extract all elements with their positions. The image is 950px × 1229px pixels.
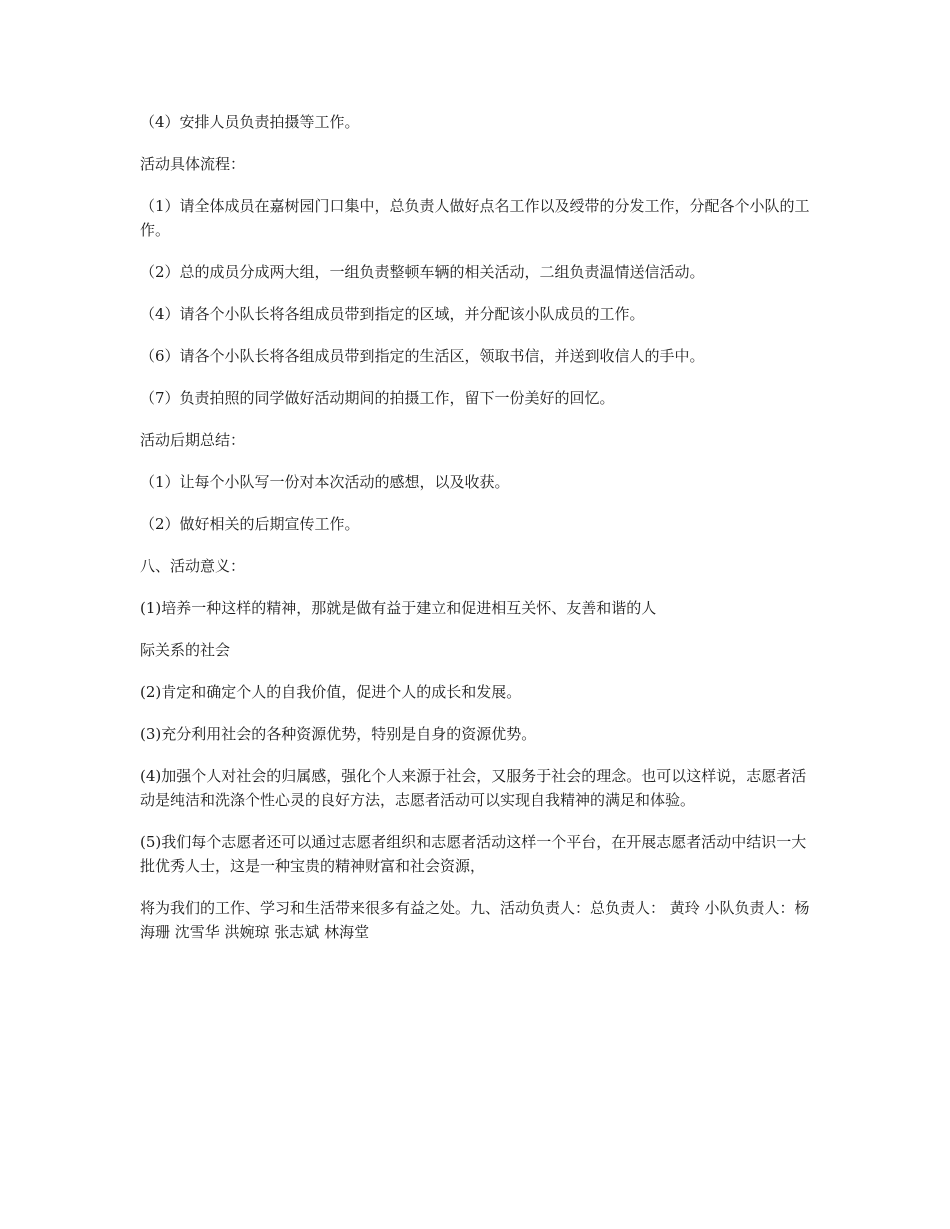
paragraph: （2）总的成员分成两大组，一组负责整顿车辆的相关活动，二组负责温情送信活动。 xyxy=(140,263,705,281)
paragraph: （4）请各个小队长将各组成员带到指定的区域，并分配该小队成员的工作。 xyxy=(140,305,645,323)
paragraph: 将为我们的工作、学习和生活带来很多有益之处。九、活动负责人：总负责人： 黄玲 小队负责人：杨海珊 沈雪华 洪婉琼 张志斌 林海堂 xyxy=(140,899,810,941)
section-heading: 八、活动意义： xyxy=(140,557,246,575)
paragraph: （2）做好相关的后期宣传工作。 xyxy=(140,515,360,533)
paragraph: (1)培养一种这样的精神，那就是做有益于建立和促进相互关怀、友善和谐的人 xyxy=(140,599,657,617)
paragraph: 际关系的社会 xyxy=(140,641,231,659)
paragraph: (4)加强个人对社会的归属感，强化个人来源于社会，又服务于社会的理念。也可以这样说，志愿者活动是纯洁和洗涤个性心灵的良好方法，志愿者活动可以实现自我精神的满足和体验。 xyxy=(140,767,807,809)
paragraph: (3)充分利用社会的各种资源优势，特别是自身的资源优势。 xyxy=(140,725,537,743)
paragraph: （4）安排人员负责拍摄等工作。 xyxy=(140,113,360,131)
paragraph: （1）让每个小队写一份对本次活动的感想，以及收获。 xyxy=(140,473,510,491)
section-heading: 活动具体流程： xyxy=(140,155,246,173)
section-heading: 活动后期总结： xyxy=(140,431,246,449)
document-body xyxy=(140,110,820,962)
paragraph: (2)肯定和确定个人的自我价值，促进个人的成长和发展。 xyxy=(140,683,522,701)
paragraph: （1）请全体成员在嘉树园门口集中，总负责人做好点名工作以及绶带的分发工作，分配各个小队的工作。 xyxy=(140,197,810,239)
paragraph: （6）请各个小队长将各组成员带到指定的生活区，领取书信，并送到收信人的手中。 xyxy=(140,347,705,365)
paragraph: （7）负责拍照的同学做好活动期间的拍摄工作，留下一份美好的回忆。 xyxy=(140,389,615,407)
paragraph: (5)我们每个志愿者还可以通过志愿者组织和志愿者活动这样一个平台，在开展志愿者活动中结识一大批优秀人士，这是一种宝贵的精神财富和社会资源， xyxy=(140,833,807,875)
